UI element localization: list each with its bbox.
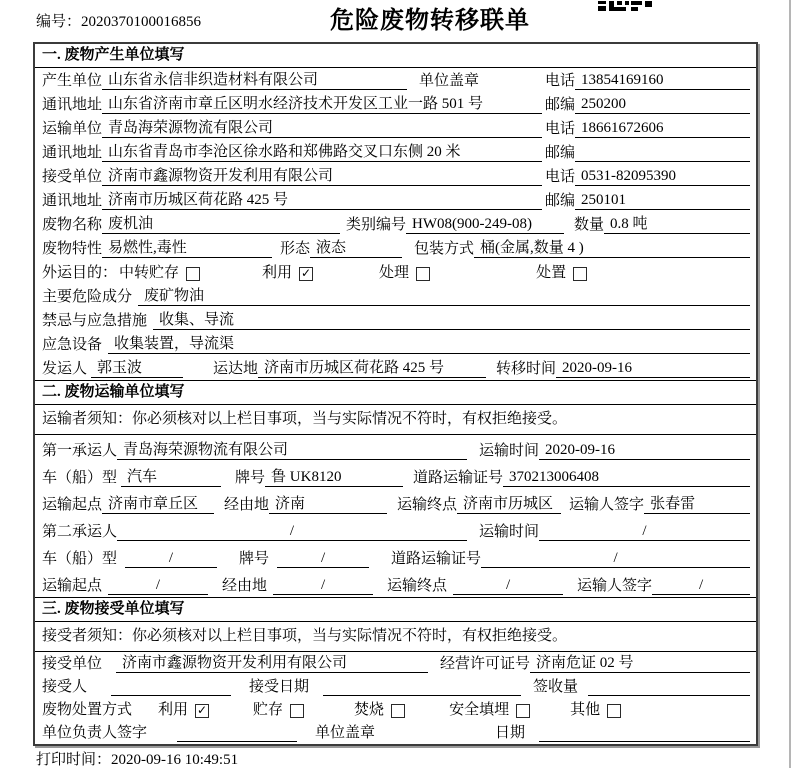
purpose-option-dispose bbox=[536, 264, 587, 282]
carrier-sign1-label: 运输人签字 bbox=[569, 497, 645, 513]
checkbox-dispose-icon bbox=[573, 267, 587, 281]
vehicle-type1-label: 车（船）型 bbox=[42, 470, 118, 486]
checkbox-utilize2-icon: ✓ bbox=[197, 703, 208, 717]
checkbox-landfill-icon bbox=[516, 704, 530, 718]
purpose-option-storage bbox=[119, 264, 200, 282]
producer-unit-label: 产生单位 bbox=[42, 73, 103, 89]
disposal-option-label: 安全填埋 bbox=[449, 702, 510, 718]
purpose-option-utilize bbox=[262, 264, 313, 282]
section-receiver bbox=[35, 597, 756, 744]
section-producer bbox=[35, 44, 756, 380]
page-edge-divider bbox=[789, 0, 791, 768]
section2-title: 二. 废物运输单位填写 bbox=[35, 380, 756, 405]
waste-form-value: 液态 bbox=[310, 239, 402, 258]
purpose-option-label: 处理 bbox=[379, 265, 410, 281]
destination-value: 济南市历城区荷花路 425 号 bbox=[258, 359, 486, 378]
disposal-option-incinerate bbox=[354, 701, 405, 719]
receiver-person-row bbox=[35, 675, 756, 698]
route-end2-value: / bbox=[453, 576, 563, 595]
plate1-label: 牌号 bbox=[235, 470, 266, 486]
producer-address-row bbox=[35, 92, 756, 116]
transport-time1-label: 运输时间 bbox=[479, 443, 540, 459]
dispatch-row bbox=[35, 356, 756, 380]
route-via1-label: 经由地 bbox=[224, 497, 270, 513]
route-start1-label: 运输起点 bbox=[42, 497, 103, 513]
checkbox-treat-icon bbox=[416, 267, 430, 281]
carrier-sign2-label: 运输人签字 bbox=[577, 578, 653, 594]
receive-zip-label: 邮编 bbox=[544, 193, 575, 209]
purpose-option-label: 利用 bbox=[262, 265, 293, 281]
receiver-person-label: 接受人 bbox=[42, 679, 88, 695]
receive-phone-label: 电话 bbox=[544, 169, 575, 185]
disposal-method-label: 废物处置方式 bbox=[42, 702, 133, 718]
plate1-value: 鲁 UK8120 bbox=[265, 468, 403, 487]
emergency-equipment-label: 应急设备 bbox=[42, 337, 103, 353]
waste-category-label: 类别编号 bbox=[346, 217, 407, 233]
purpose-option-treat bbox=[379, 264, 430, 282]
route-via2-label: 经由地 bbox=[222, 578, 268, 594]
transport-phone-label: 电话 bbox=[544, 121, 575, 137]
route1-row bbox=[35, 489, 756, 516]
vehicle-type1-value: 汽车 bbox=[121, 468, 221, 487]
manifest-form bbox=[33, 42, 758, 746]
route-via2-value: / bbox=[273, 576, 373, 595]
producer-address-label: 通讯地址 bbox=[42, 97, 103, 113]
route-start2-label: 运输起点 bbox=[42, 578, 103, 594]
emergency-equipment-value: 收集装置，导流渠 bbox=[108, 335, 750, 354]
print-time bbox=[36, 748, 238, 769]
plate2-value: / bbox=[277, 549, 369, 568]
hazard-component-label: 主要危险成分 bbox=[42, 289, 133, 305]
responsible-signature-row bbox=[35, 721, 756, 744]
destination-label: 运达地 bbox=[213, 361, 259, 377]
receiver-unit-label: 接受单位 bbox=[42, 656, 103, 672]
disposal-option-label: 贮存 bbox=[253, 702, 284, 718]
disposal-option-label: 焚烧 bbox=[354, 702, 385, 718]
disposal-option-utilize bbox=[158, 701, 209, 719]
print-time-value: 2020-09-16 10:49:51 bbox=[111, 752, 239, 768]
transport-zip-label: 邮编 bbox=[544, 145, 575, 161]
waste-qty-value: 0.8 吨 bbox=[604, 215, 750, 234]
vehicle1-row bbox=[35, 462, 756, 489]
road-permit2-label: 道路运输证号 bbox=[391, 551, 482, 567]
unit-seal-label: 单位盖章 bbox=[419, 73, 480, 89]
route-end2-label: 运输终点 bbox=[387, 578, 448, 594]
hazard-component-value: 废矿物油 bbox=[138, 287, 750, 306]
transfer-time-label: 转移时间 bbox=[496, 361, 557, 377]
producer-phone-label: 电话 bbox=[544, 73, 575, 89]
first-carrier-label: 第一承运人 bbox=[42, 443, 118, 459]
waste-property-value: 易燃性,毒性 bbox=[102, 239, 272, 258]
waste-property-label: 废物特性 bbox=[42, 241, 103, 257]
section-transporter bbox=[35, 380, 756, 597]
license-value: 济南危证 02 号 bbox=[530, 654, 750, 673]
unit-seal2-label: 单位盖章 bbox=[315, 725, 376, 741]
road-permit1-label: 道路运输证号 bbox=[413, 470, 504, 486]
page-title: 危险废物转移联单 bbox=[330, 8, 530, 34]
receiver-unit-row bbox=[35, 652, 756, 675]
road-permit2-value: / bbox=[481, 549, 750, 568]
receive-phone-value: 0531-82095390 bbox=[575, 167, 750, 186]
section3-title: 三. 废物接受单位填写 bbox=[35, 597, 756, 622]
emergency-equipment-row bbox=[35, 332, 756, 356]
route-start2-value: / bbox=[108, 576, 208, 595]
second-carrier-label: 第二承运人 bbox=[42, 524, 118, 540]
producer-phone-value: 13854169160 bbox=[575, 71, 750, 90]
producer-unit-value: 山东省永信非织造材料有限公司 bbox=[102, 71, 407, 90]
receive-address-label: 通讯地址 bbox=[42, 193, 103, 209]
receiver-notice: 接受者须知：你必须核对以上栏目事项，当与实际情况不符时，有权拒绝接受。 bbox=[35, 622, 756, 652]
checkbox-store-icon bbox=[290, 704, 304, 718]
carrier-sign1-value: 张春雷 bbox=[644, 495, 750, 514]
transport-unit-label: 运输单位 bbox=[42, 121, 103, 137]
qr-code-icon bbox=[598, 0, 654, 17]
dispatcher-value: 郭玉波 bbox=[91, 359, 183, 378]
disposal-option-label: 利用 bbox=[158, 702, 189, 718]
route-via1-value: 济南 bbox=[269, 495, 387, 514]
carrier-sign2-value: / bbox=[652, 576, 750, 595]
disposal-method-row bbox=[35, 698, 756, 721]
transport-address-label: 通讯地址 bbox=[42, 145, 103, 161]
responsible-signature-value bbox=[177, 724, 297, 742]
first-carrier-row bbox=[35, 435, 756, 462]
transport-unit-value: 青岛海荣源物流有限公司 bbox=[102, 119, 542, 138]
disposal-option-landfill bbox=[449, 701, 530, 719]
waste-property-row bbox=[35, 236, 756, 260]
route-start1-value: 济南市章丘区 bbox=[102, 495, 214, 514]
sign-date-value bbox=[539, 724, 750, 742]
package-value: 桶(金属,数量 4 ) bbox=[474, 239, 750, 258]
receive-date-label: 接受日期 bbox=[249, 679, 310, 695]
received-amount-label: 签收量 bbox=[533, 679, 579, 695]
receive-zip-value: 250101 bbox=[575, 191, 750, 210]
checkbox-utilize-icon: ✓ bbox=[301, 266, 312, 280]
producer-unit-row bbox=[35, 68, 756, 92]
vehicle-type2-value: / bbox=[125, 549, 217, 568]
emergency-measures-label: 禁忌与应急措施 bbox=[42, 313, 148, 329]
waste-name-value: 废机油 bbox=[102, 215, 340, 234]
receive-unit-row bbox=[35, 164, 756, 188]
purpose-option-label: 中转贮存 bbox=[119, 265, 180, 281]
responsible-signature-label: 单位负责人签字 bbox=[42, 725, 148, 741]
producer-zip-value: 250200 bbox=[575, 95, 750, 114]
route-end1-value: 济南市历城区 bbox=[457, 495, 561, 514]
receive-address-row bbox=[35, 188, 756, 212]
transfer-purpose-label: 外运目的： bbox=[42, 265, 118, 281]
second-carrier-value: / bbox=[117, 522, 467, 541]
sign-date-label: 日期 bbox=[495, 725, 526, 741]
route-end1-label: 运输终点 bbox=[397, 497, 458, 513]
waste-category-value: HW08(900-249-08) bbox=[406, 215, 564, 234]
second-carrier-row bbox=[35, 516, 756, 543]
road-permit1-value: 370213006408 bbox=[503, 468, 750, 487]
section1-title: 一. 废物产生单位填写 bbox=[35, 44, 756, 68]
waste-name-row bbox=[35, 212, 756, 236]
transport-zip-value bbox=[575, 144, 750, 162]
transport-time1-value: 2020-09-16 bbox=[539, 441, 750, 460]
waste-qty-label: 数量 bbox=[574, 217, 605, 233]
waste-name-label: 废物名称 bbox=[42, 217, 103, 233]
receive-address-value: 济南市历城区荷花路 425 号 bbox=[102, 191, 542, 210]
waste-form-label: 形态 bbox=[280, 241, 311, 257]
disposal-option-label: 其他 bbox=[570, 702, 601, 718]
emergency-measures-value: 收集、导流 bbox=[153, 311, 750, 330]
transport-address-value: 山东省青岛市李沧区徐水路和郑佛路交叉口东侧 20 米 bbox=[102, 143, 542, 162]
route2-row bbox=[35, 570, 756, 597]
checkbox-storage-icon bbox=[186, 267, 200, 281]
transport-time2-label: 运输时间 bbox=[479, 524, 540, 540]
producer-zip-label: 邮编 bbox=[544, 97, 575, 113]
received-amount-value bbox=[588, 678, 750, 696]
transport-address-row bbox=[35, 140, 756, 164]
print-time-label: 打印时间： bbox=[36, 752, 112, 768]
hazard-component-row bbox=[35, 284, 756, 308]
transporter-notice: 运输者须知：你必须核对以上栏目事项，当与实际情况不符时，有权拒绝接受。 bbox=[35, 405, 756, 435]
transport-phone-value: 18661672606 bbox=[575, 119, 750, 138]
vehicle2-row bbox=[35, 543, 756, 570]
transport-time2-value: / bbox=[539, 522, 750, 541]
transport-unit-row bbox=[35, 116, 756, 140]
first-carrier-value: 青岛海荣源物流有限公司 bbox=[117, 441, 467, 460]
checkbox-other-icon bbox=[607, 704, 621, 718]
dispatcher-label: 发运人 bbox=[42, 361, 88, 377]
serial-number bbox=[36, 10, 201, 31]
emergency-measures-row bbox=[35, 308, 756, 332]
receive-date-value bbox=[323, 678, 521, 696]
disposal-option-store bbox=[253, 701, 304, 719]
serial-label: 编号： bbox=[36, 14, 82, 30]
transfer-time-value: 2020-09-16 bbox=[556, 359, 750, 378]
receive-unit-value: 济南市鑫源物资开发利用有限公司 bbox=[102, 167, 542, 186]
package-label: 包装方式 bbox=[414, 241, 475, 257]
disposal-option-other bbox=[570, 701, 621, 719]
receiver-unit-value: 济南市鑫源物资开发利用有限公司 bbox=[116, 654, 428, 673]
transfer-purpose-row bbox=[35, 260, 756, 284]
serial-value: 2020370100016856 bbox=[81, 14, 202, 30]
receive-unit-label: 接受单位 bbox=[42, 169, 103, 185]
vehicle-type2-label: 车（船）型 bbox=[42, 551, 118, 567]
purpose-option-label: 处置 bbox=[536, 265, 567, 281]
producer-address-value: 山东省济南市章丘区明水经济技术开发区工业一路 501 号 bbox=[102, 95, 542, 114]
checkbox-incinerate-icon bbox=[391, 704, 405, 718]
plate2-label: 牌号 bbox=[239, 551, 270, 567]
license-label: 经营许可证号 bbox=[440, 656, 531, 672]
receiver-person-value bbox=[111, 678, 231, 696]
